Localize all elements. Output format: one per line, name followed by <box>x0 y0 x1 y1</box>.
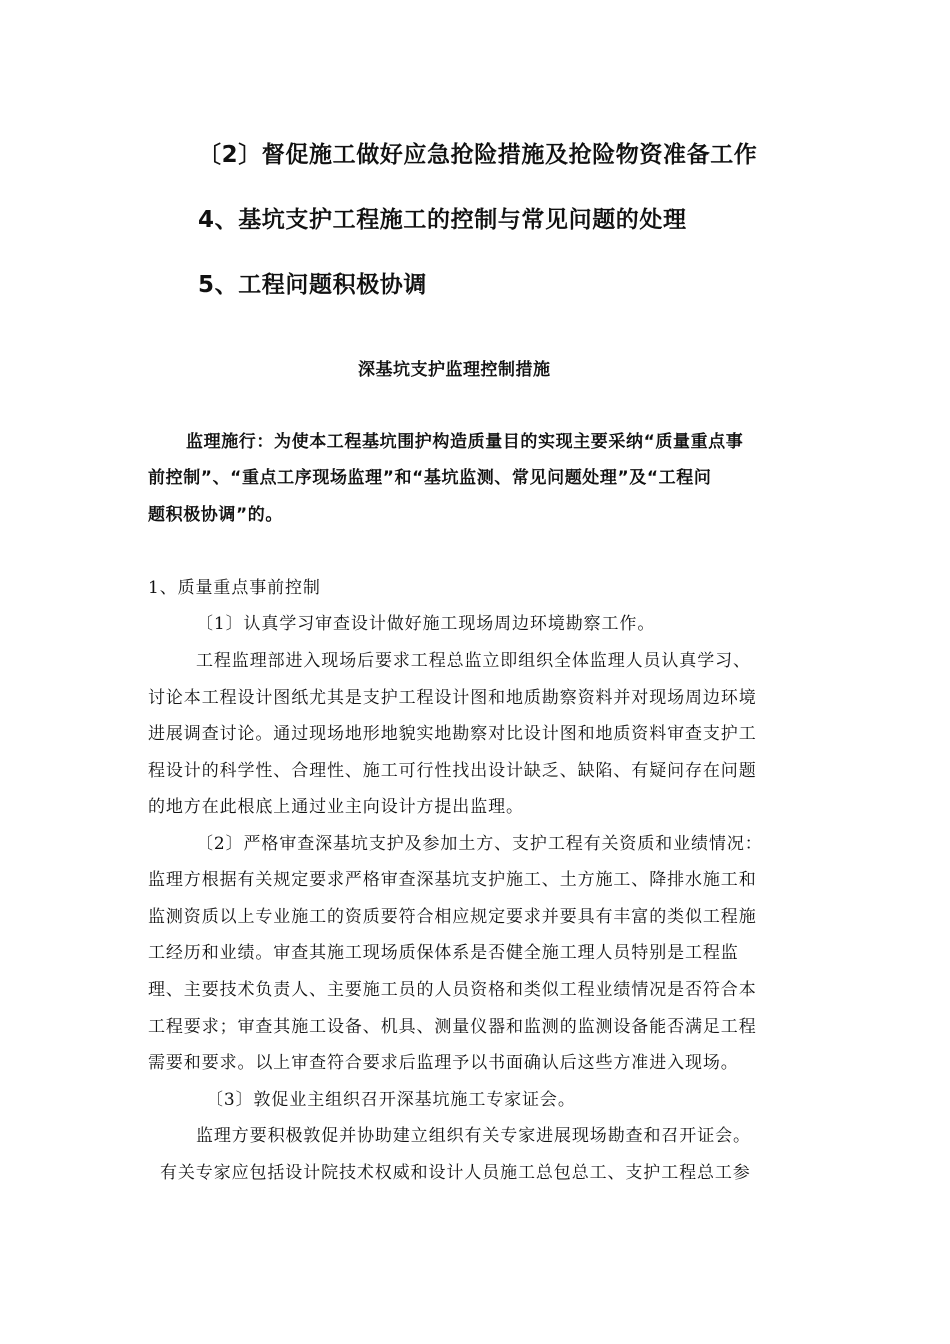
paragraph-line: 监理方根据有关规定要求严格审查深基坑支护施工、土方施工、降排水施工和 <box>148 870 757 890</box>
paragraph-line: 工程监理部进入现场后要求工程总监立即组织全体监理人员认真学习、 <box>196 651 751 671</box>
paragraph-line: 监理方要积极敦促并协助建立组织有关专家进展现场勘查和召开证会。 <box>196 1126 751 1146</box>
item-1-title: 〔1〕认真学习审查设计做好施工现场周边环境勘察工作。 <box>196 614 656 634</box>
paragraph-line: 工经历和业绩。审查其施工现场质保体系是否健全施工理人员特别是工程监 <box>148 943 739 963</box>
paragraph-line: 有关专家应包括设计院技术权威和设计人员施工总包总工、支护工程总工参 <box>160 1163 751 1183</box>
item-2-title: 〔2〕严格审查深基坑支护及参加土方、支护工程有关资质和业绩情况： <box>196 834 763 854</box>
paragraph-line: 工程要求；审查其施工设备、机具、测量仪器和监测的监测设备能否满足工程 <box>148 1017 757 1037</box>
section-title: 深基坑支护监理控制措施 <box>358 360 551 380</box>
heading-coordination: 5、工程问题积极协调 <box>198 272 428 298</box>
paragraph-line: 程设计的科学性、合理性、施工可行性找出设计缺乏、缺陷、有疑问存在问题 <box>148 761 757 781</box>
item-3-title: 〔3〕敦促业主组织召开深基坑施工专家证会。 <box>206 1090 576 1110</box>
paragraph-line: 理、主要技术负责人、主要施工员的人员资格和类似工程业绩情况是否符合本 <box>148 980 757 1000</box>
paragraph-line: 需要和要求。以上审查符合要求后监理予以书面确认后这些方准进入现场。 <box>148 1053 739 1073</box>
intro-line: 前控制”、“重点工序现场监理”和“基坑监测、常见问题处理”及“工程问 <box>148 468 712 488</box>
heading-emergency-measures: 〔2〕督促施工做好应急抢险措施及抢险物资准备工作 <box>198 142 758 168</box>
paragraph-line: 讨论本工程设计图纸尤其是支护工程设计图和地质勘察资料并对现场周边环境 <box>148 688 757 708</box>
paragraph-line: 监测资质以上专业施工的资质要符合相应规定要求并要具有丰富的类似工程施 <box>148 907 757 927</box>
section-1-title: 1、质量重点事前控制 <box>148 578 321 598</box>
paragraph-line: 的地方在此根底上通过业主向设计方提出监理。 <box>148 797 524 817</box>
intro-line: 监理施行：为使本工程基坑围护构造质量目的实现主要采纳“质量重点事 <box>186 432 744 452</box>
paragraph-line: 进展调查讨论。通过现场地形地貌实地勘察对比设计图和地质资料审查支护工 <box>148 724 757 744</box>
heading-foundation-control: 4、基坑支护工程施工的控制与常见问题的处理 <box>198 207 687 233</box>
intro-line: 题积极协调”的。 <box>148 505 283 525</box>
